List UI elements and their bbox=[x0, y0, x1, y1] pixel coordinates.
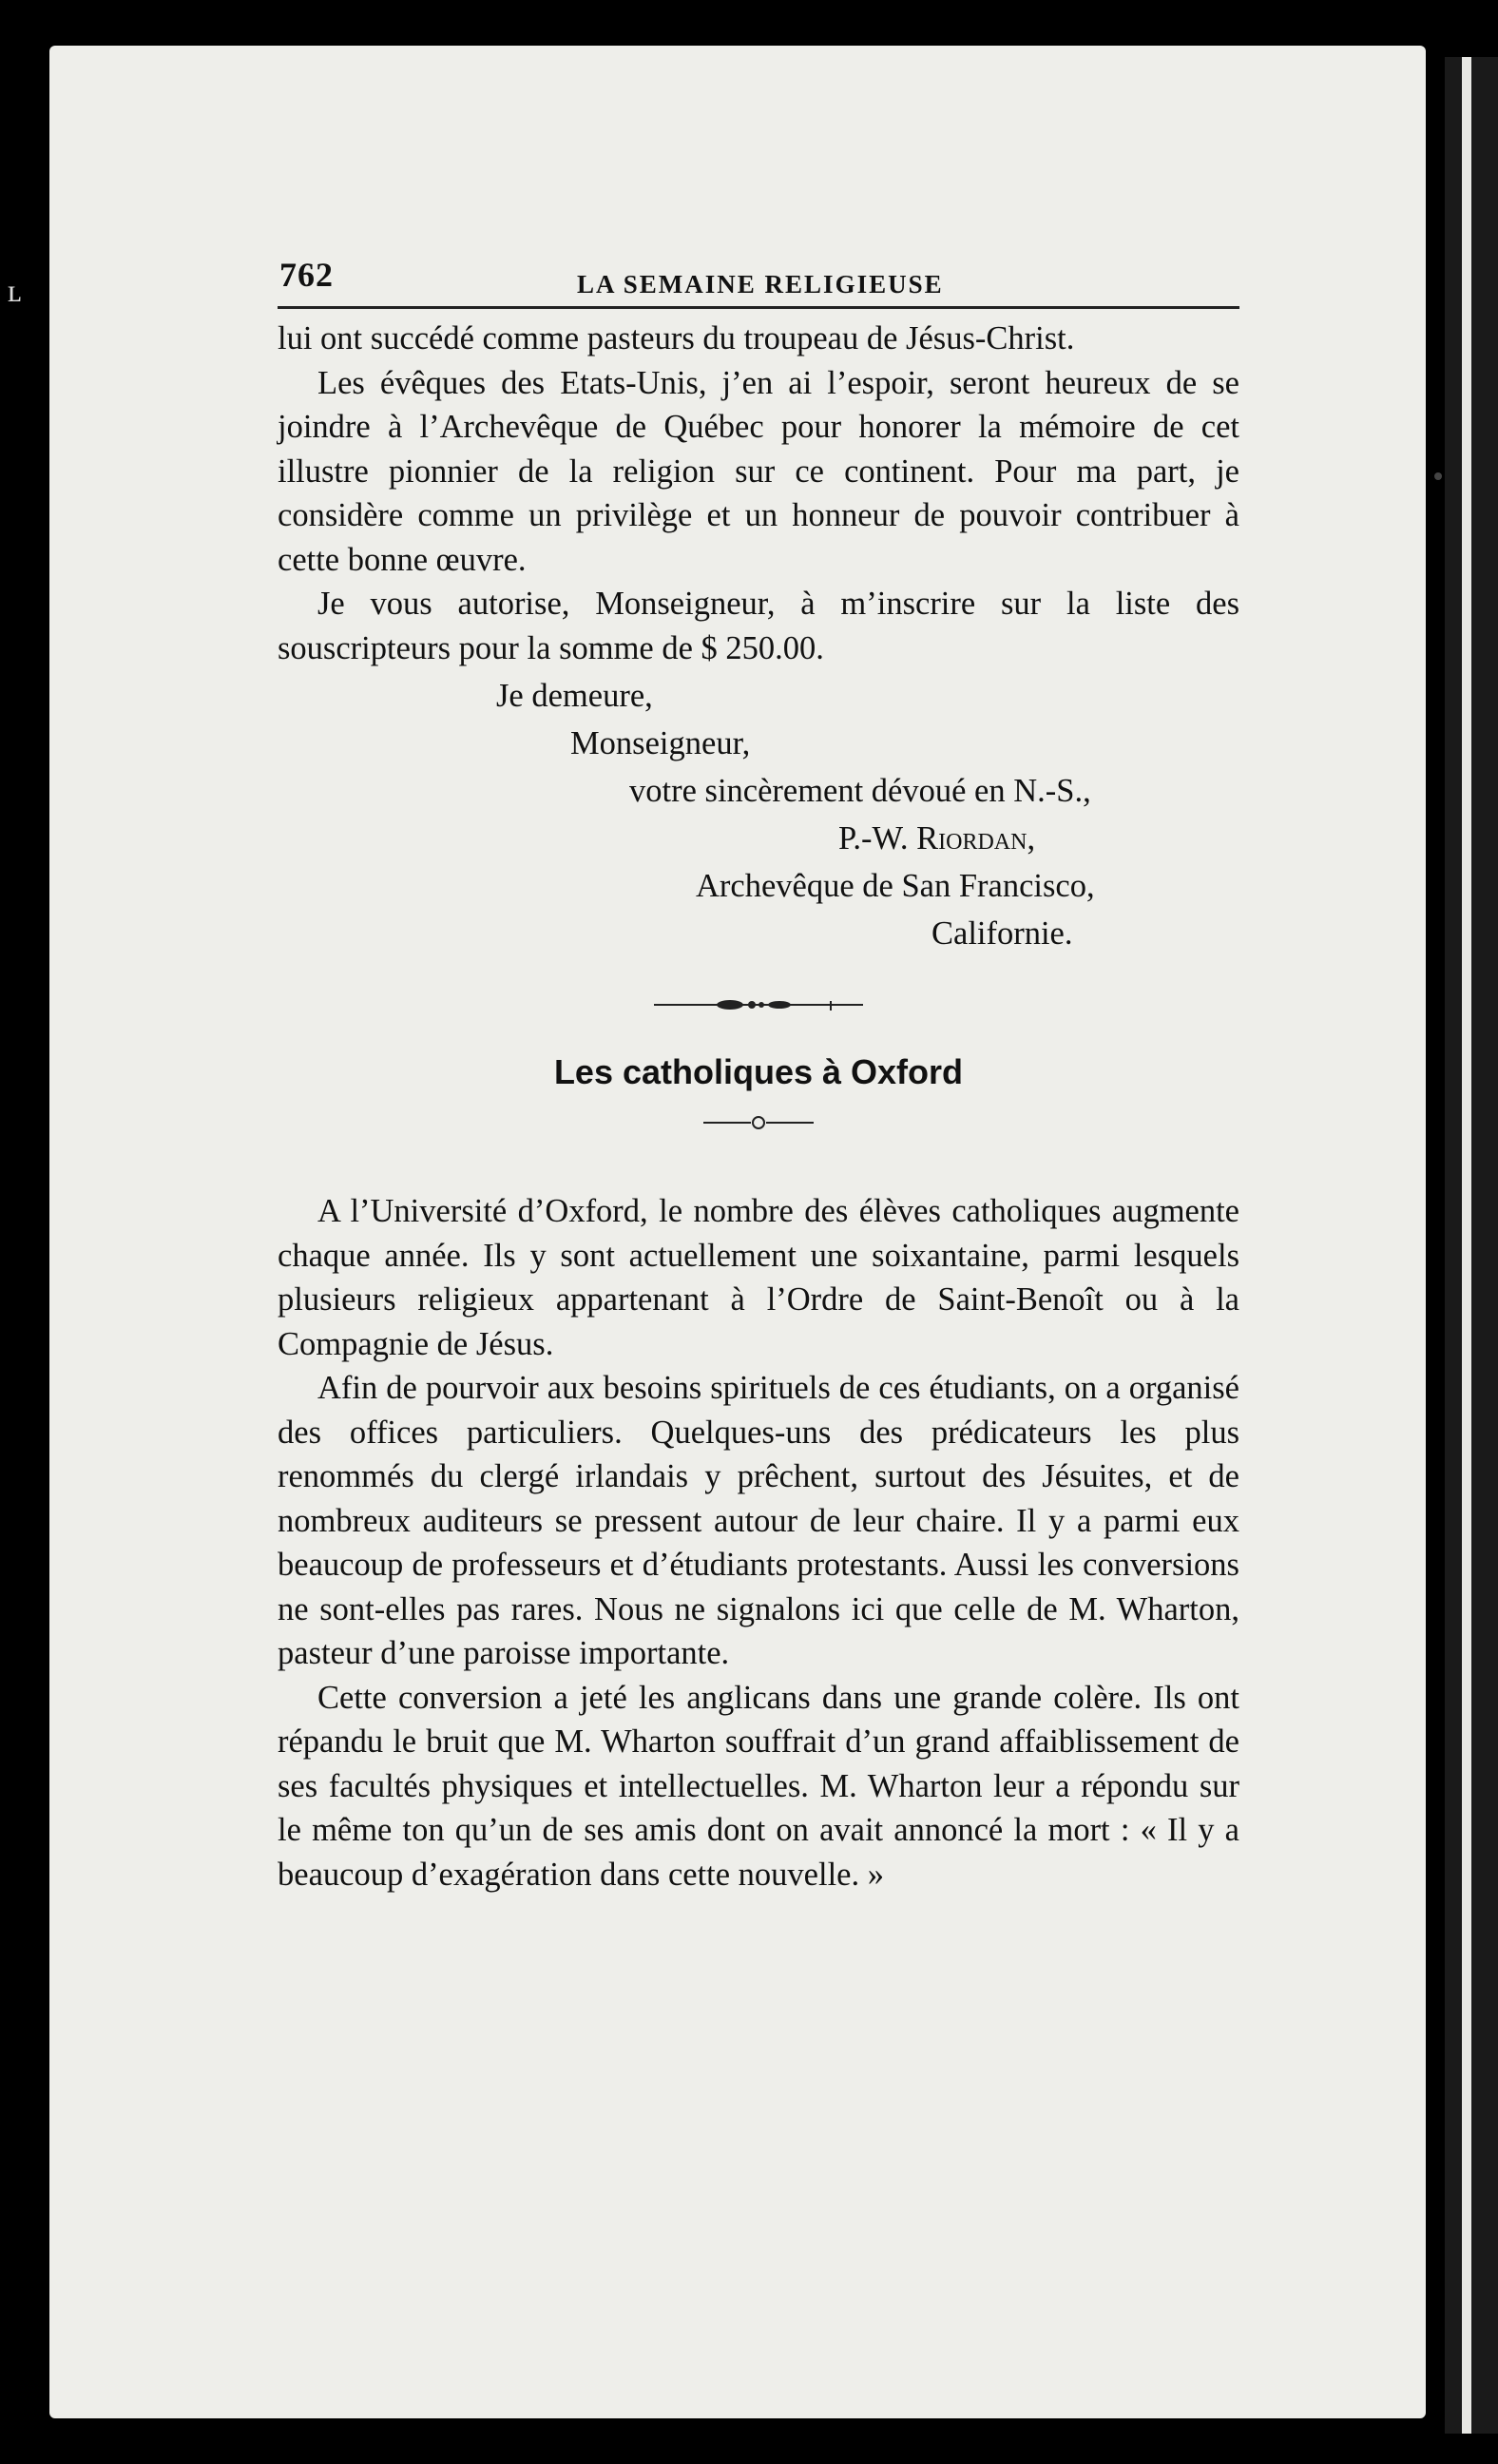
signature-title: Archevêque de San Francisco, bbox=[696, 868, 1095, 904]
article-title: Les catholiques à Oxford bbox=[553, 1052, 964, 1091]
letter-closing bbox=[278, 672, 1239, 957]
article-paragraph: Cette conversion a jeté les anglicans dans une grande colère. Ils ont répandu le bruit que M. Wharton souffrait d’un grand affaiblissement de ses facultés physiques et intellectuelles. M. Wharton leur a répondu sur le même ton qu’un de ses amis dont on avait annoncé la mort : « Il y a beaucoup d’exagération dans cette nouvelle. » bbox=[278, 1679, 1239, 1893]
closing-line: Je demeure, bbox=[496, 678, 653, 714]
letter-body bbox=[278, 317, 1239, 670]
article-body bbox=[278, 1189, 1239, 1896]
letter-paragraph: Les évêques des Etats-Unis, j’en ai l’espoir, seront heureux de se joindre à l’Archevêque de Québec pour honorer la mémoire de cet illustre pionnier de la religion sur ce continent. Pour ma part, je considère comme un privilège et un honneur de pouvoir contribuer à cette bonne œuvre. bbox=[278, 364, 1239, 578]
scan-artifact-dot bbox=[1434, 472, 1442, 480]
signature-place: Californie. bbox=[931, 915, 1073, 952]
facing-page-edge bbox=[1445, 57, 1498, 2434]
ornament-divider bbox=[278, 993, 1239, 1016]
page-content bbox=[278, 249, 1239, 1896]
circle-rule-icon bbox=[701, 1113, 816, 1132]
journal-title: LA SEMAINE RELIGIEUSE bbox=[577, 270, 944, 298]
page-edge-strip bbox=[1462, 57, 1471, 2434]
article-paragraph: A l’Université d’Oxford, le nombre des élèves catholiques augmente chaque année. Ils y sont actuellement une soixantaine, parmi lesquels plusieurs religieux appartenant à l’Ordre de Saint-Benoît ou à la Compagnie de Jésus. bbox=[278, 1193, 1239, 1362]
closing-salutation: Monseigneur, bbox=[570, 725, 751, 761]
letter-continuation: lui ont succédé comme pasteurs du troupeau de Jésus-Christ. bbox=[278, 320, 1075, 356]
signature-text: P.-W. Riordan, bbox=[838, 820, 1036, 857]
closing-formula: votre sincèrement dévoué en N.-S., bbox=[629, 773, 1091, 809]
letter-paragraph: Je vous autorise, Monseigneur, à m’inscrire sur la liste des souscripteurs pour la somme de $ 250.00. bbox=[278, 586, 1239, 666]
title-rule bbox=[278, 1113, 1239, 1138]
page-number: 762 bbox=[279, 256, 334, 294]
running-head bbox=[278, 249, 1239, 309]
scan-artifact-mark: ʟ bbox=[8, 274, 22, 309]
signature-name bbox=[278, 815, 1239, 862]
flourish-icon bbox=[654, 993, 863, 1016]
article-paragraph: Afin de pourvoir aux besoins spirituels de ces étudiants, on a organisé des offices particuliers. Quelques-uns des prédicateurs les plus renommés du clergé irlandais y prêchent, surtout des Jésuites, et de nombreux auditeurs se pressent autour de leur chaire. Il y a parmi eux beaucoup de professeurs et d’étudiants protestants. Aussi les conversions ne sont-elles pas rares. Nous ne signalons ici que celle de M. Wharton, pasteur d’une paroisse importante. bbox=[278, 1370, 1239, 1671]
